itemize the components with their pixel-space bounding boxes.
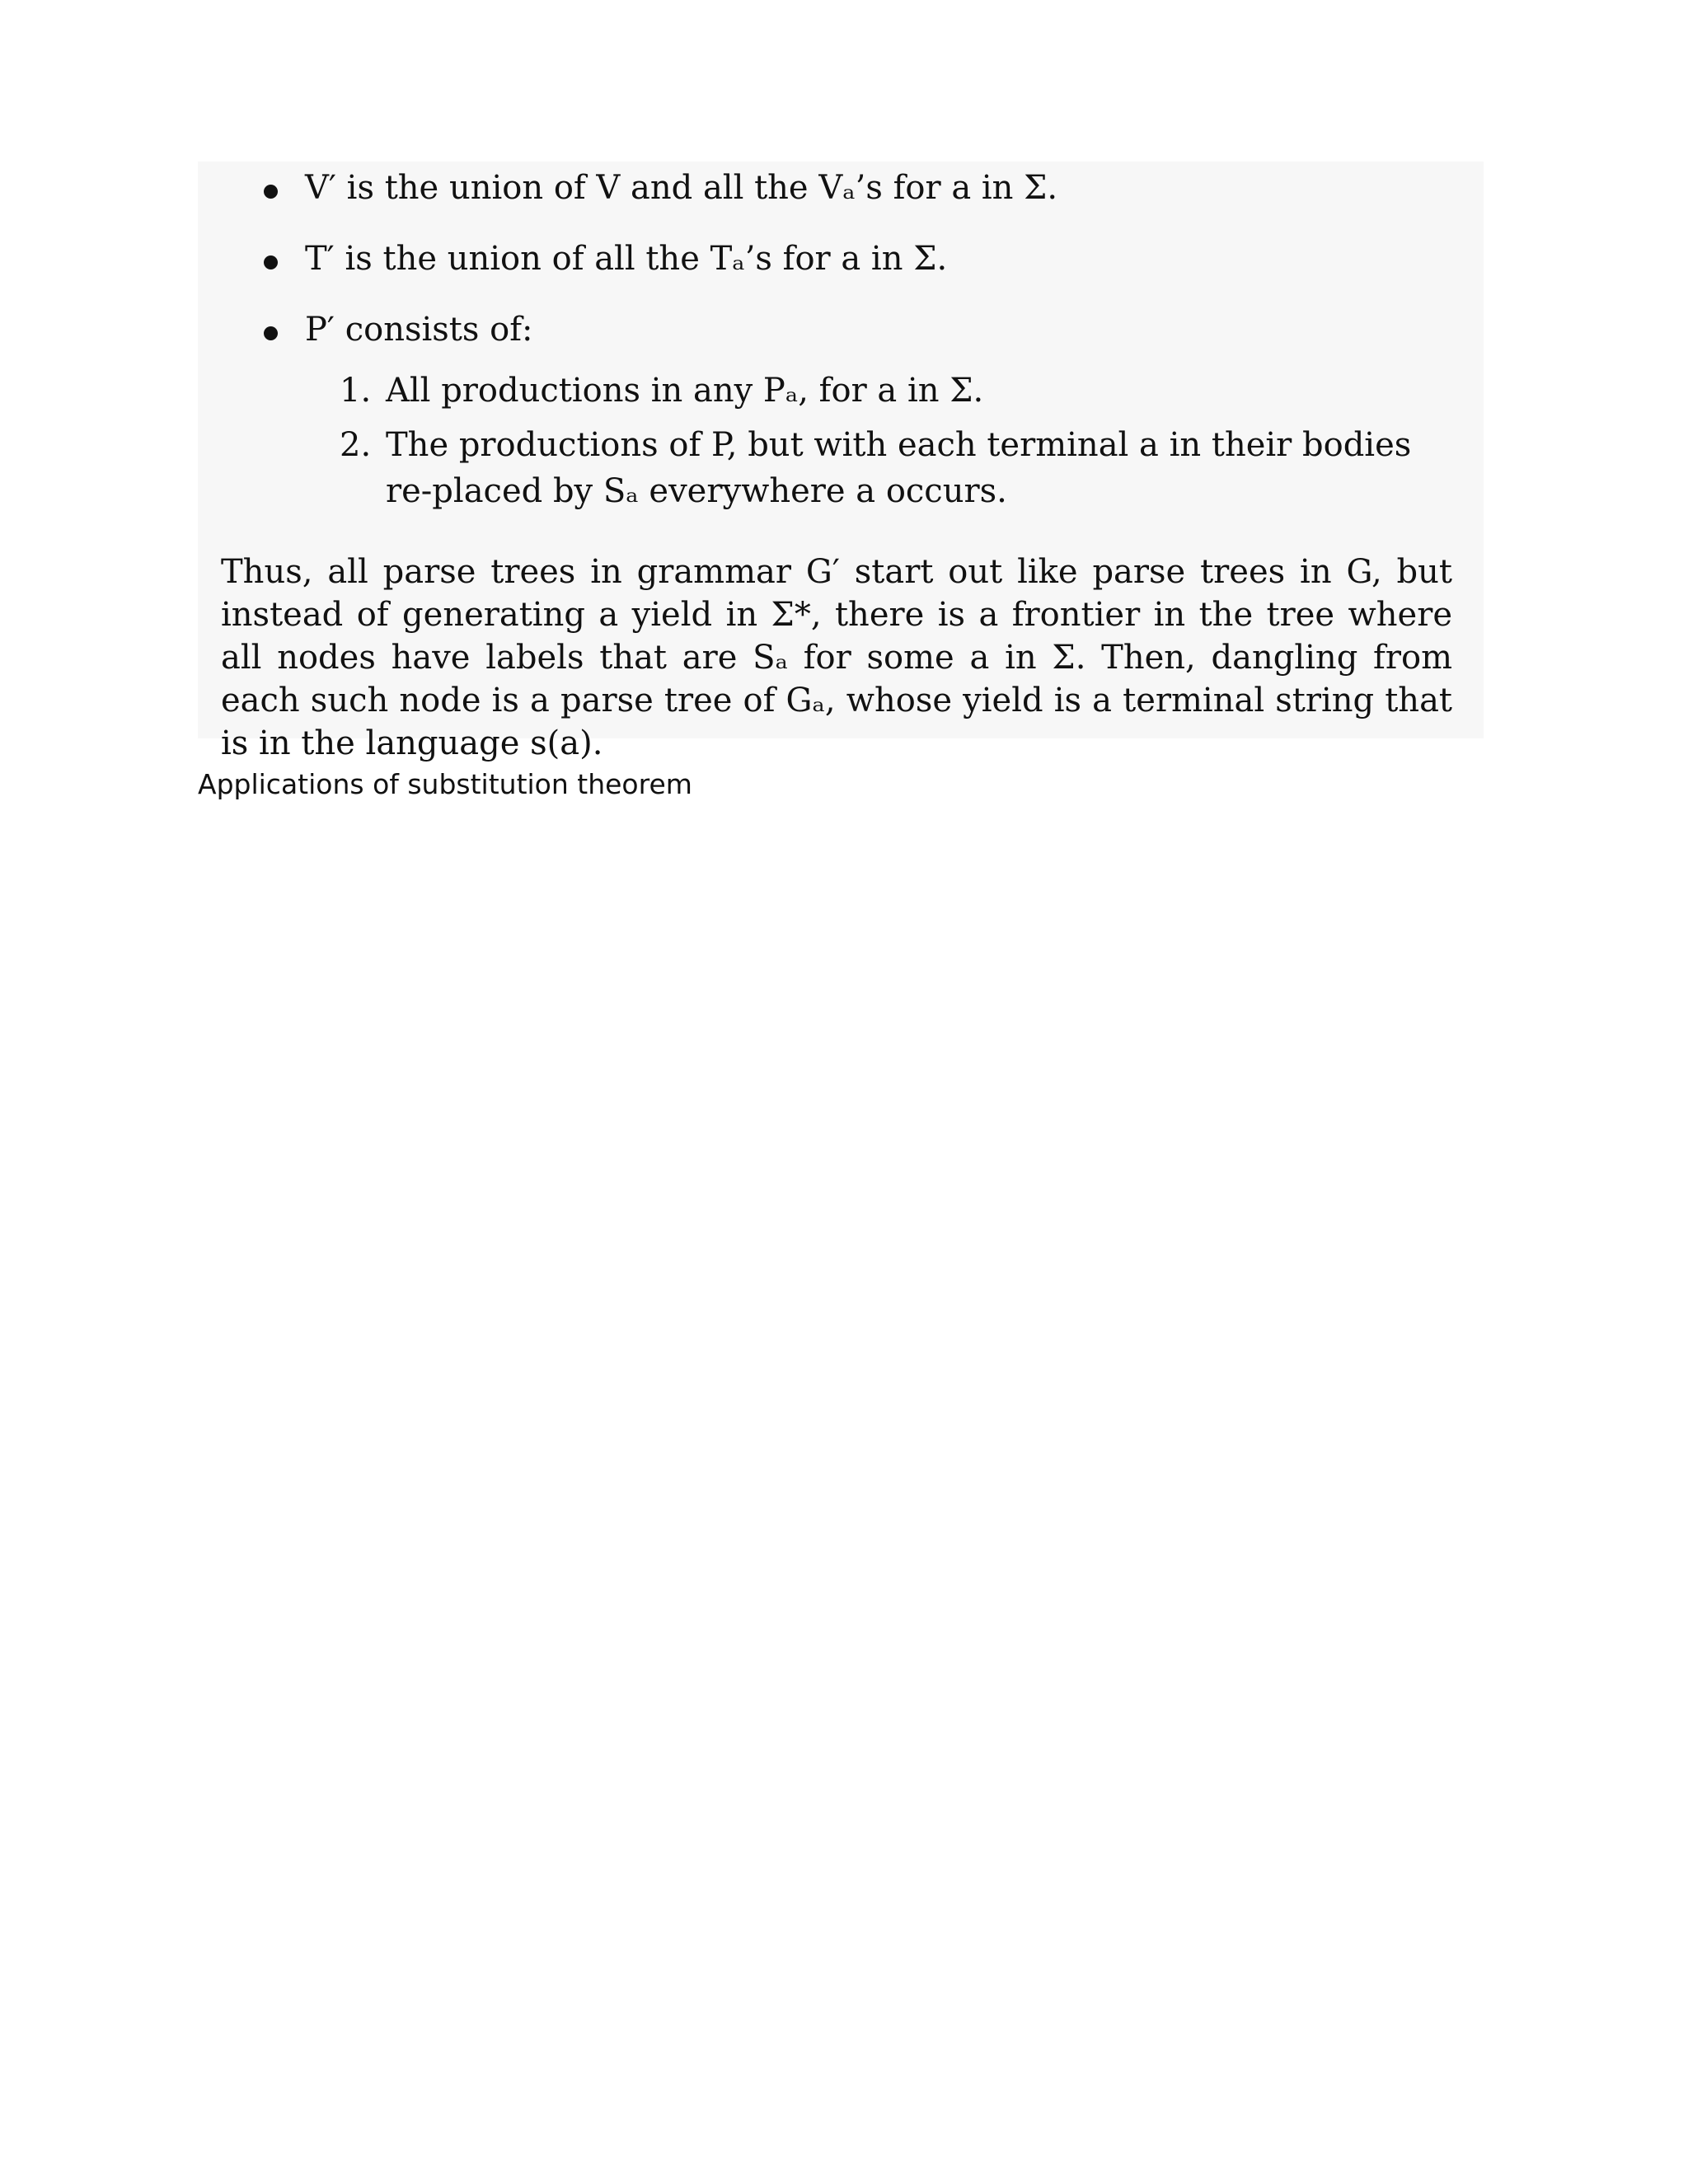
bullet-text-p: P′ consists of: [305, 311, 533, 349]
item-text: The productions of P, but with each terminal a in their bodies re-placed by Sₐ everywhere a occurs. [386, 426, 1412, 510]
explanation-paragraph: Thus, all parse trees in grammar G′ start out like parse trees in G, but instead of generating a yield in Σ*, there is a frontier in the tree where all nodes have labels that are Sₐ for some a in Σ. Then, dangling from each such node is a parse tree of Gₐ, whose yield is a terminal string that is in the language s(a). [221, 553, 1452, 762]
item-text: All productions in any Pₐ, for a in Σ. [386, 372, 984, 410]
item-number: 1. [340, 372, 372, 410]
bullet-item [264, 165, 1467, 211]
definition-list [264, 165, 1467, 539]
item-number: 2. [340, 426, 372, 464]
productions-list [340, 368, 1436, 514]
numbered-item [340, 368, 1436, 414]
bullet-item [264, 307, 1467, 514]
bullet-text-v: V′ is the union of V and all the Vₐ’s for a in Σ. [305, 169, 1058, 207]
caption-text: Applications of substitution theorem [198, 768, 692, 800]
bullet-item [264, 236, 1467, 282]
bullet-text-t: T′ is the union of all the Tₐ’s for a in Σ. [305, 240, 948, 278]
numbered-item [340, 422, 1436, 514]
